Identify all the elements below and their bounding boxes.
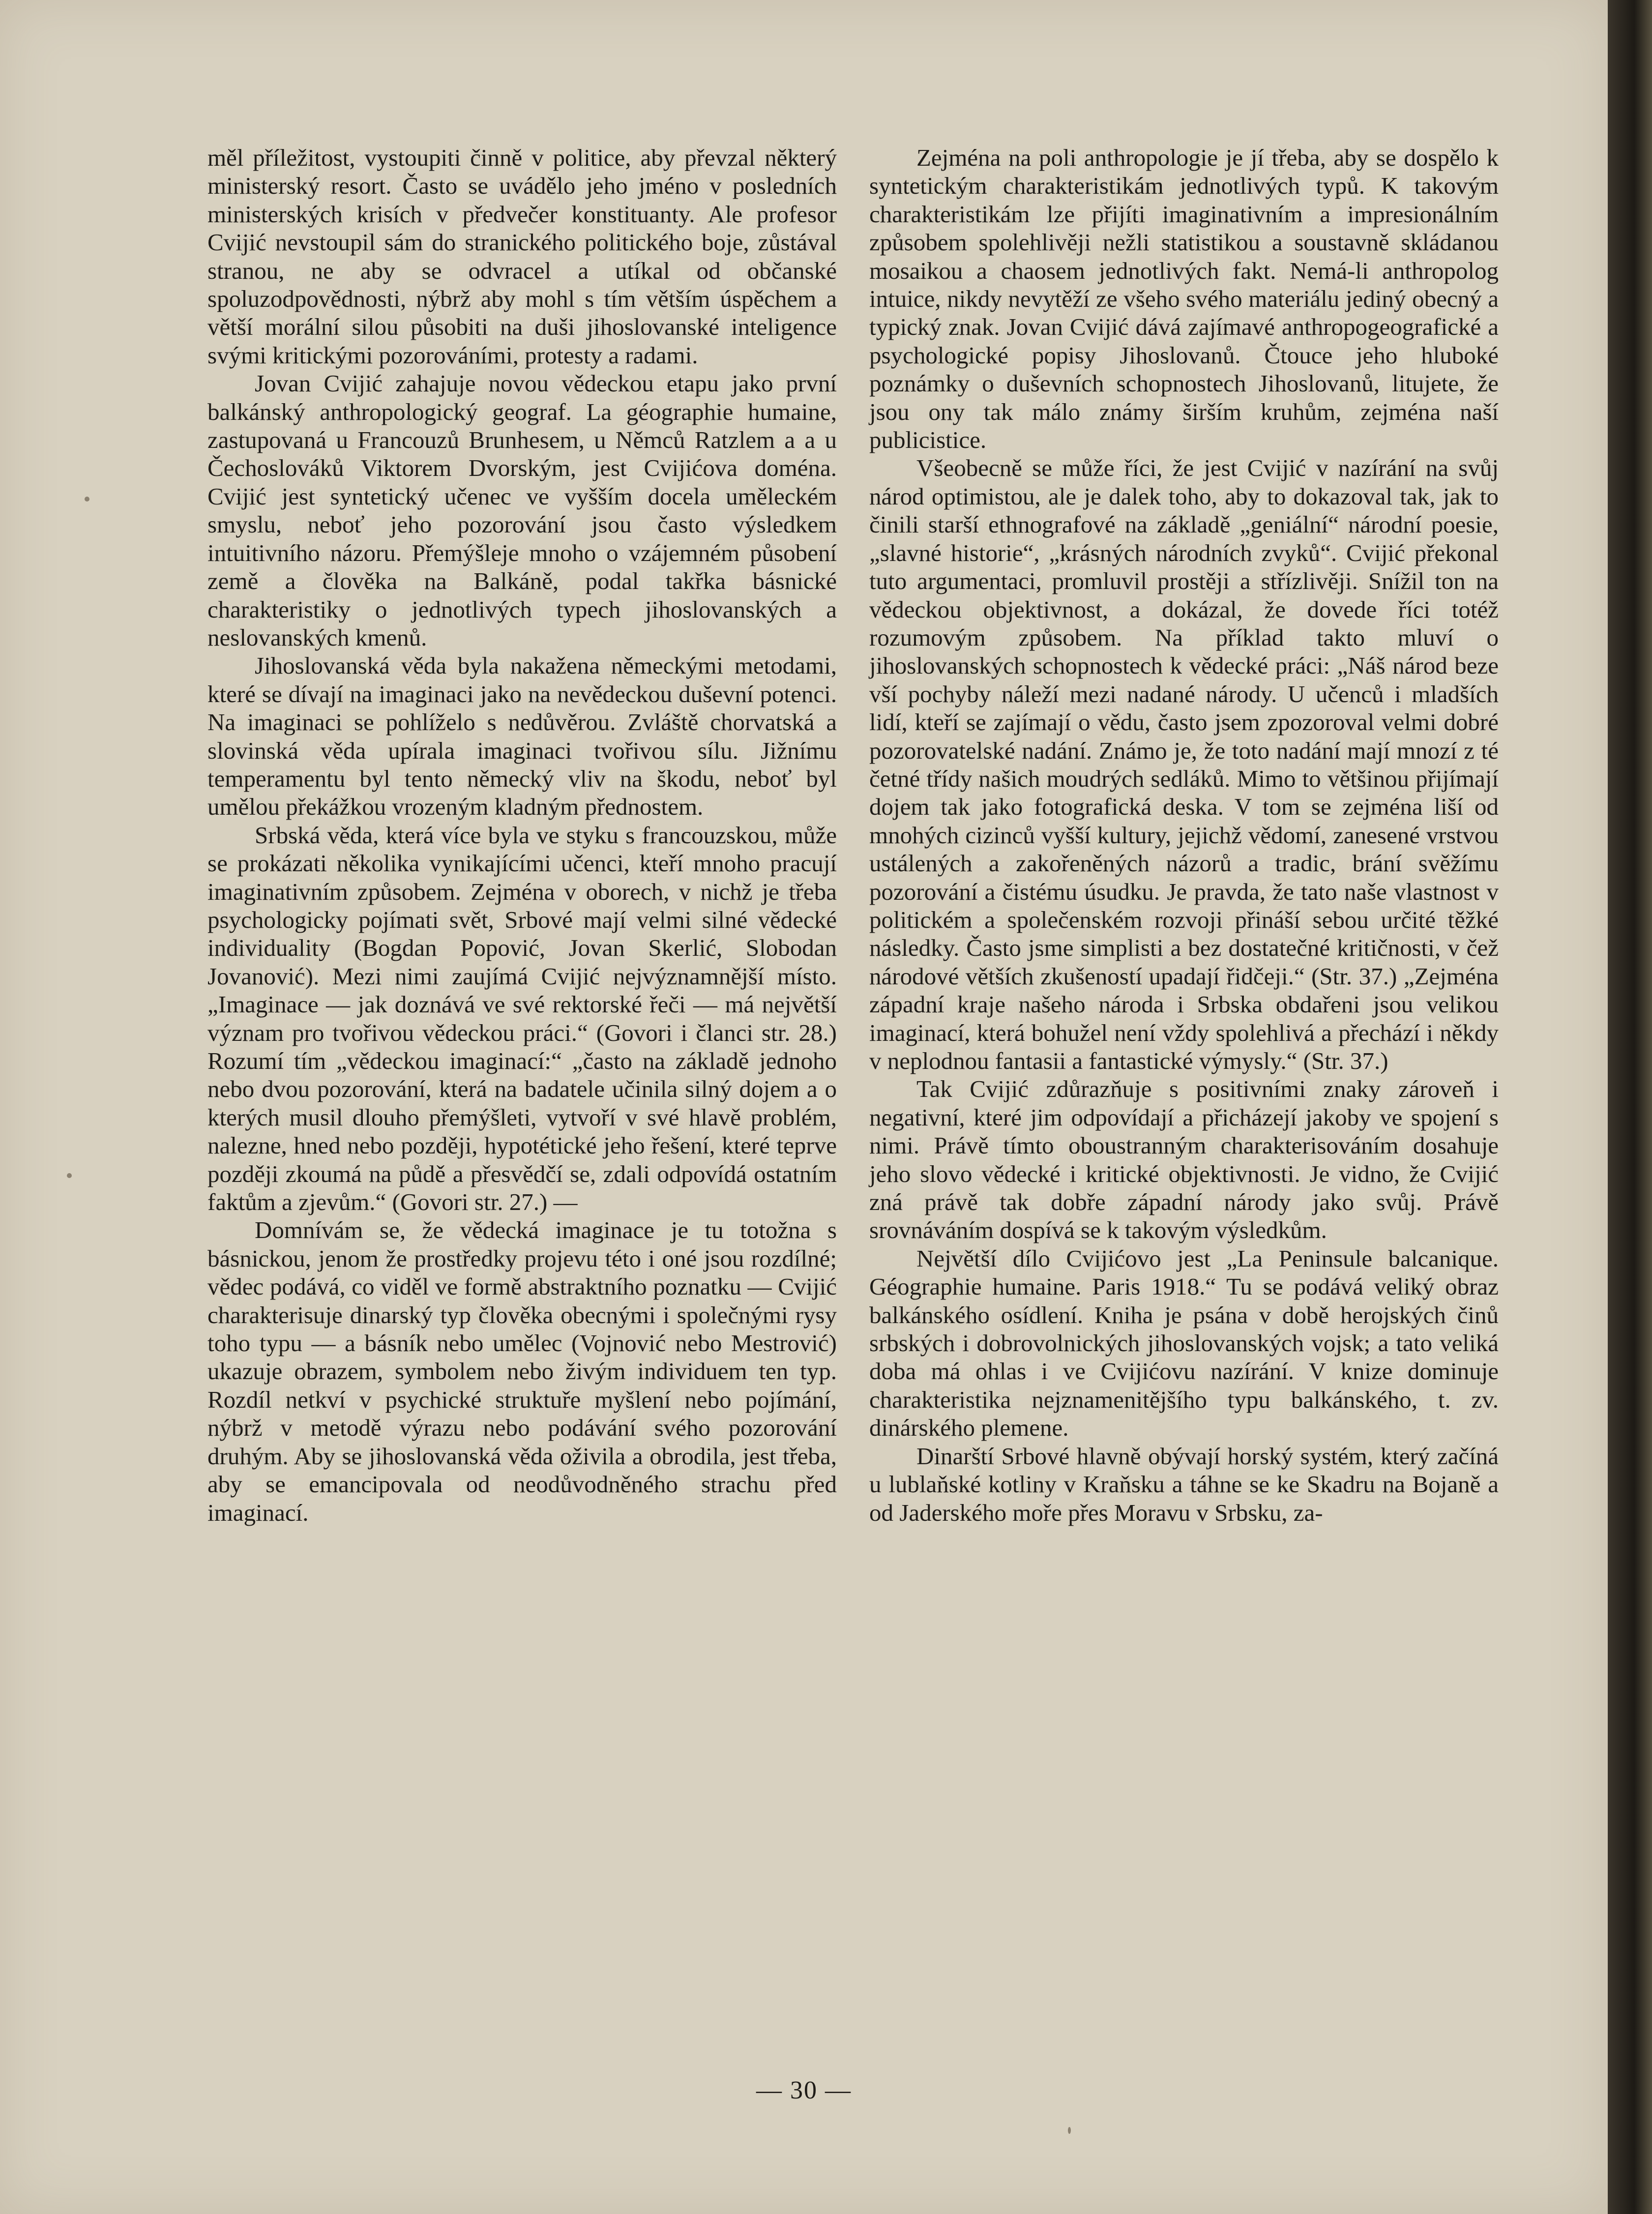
paragraph: Srbská věda, která více byla ve styku s francouzskou, může se prokázati několika vynikajícími učenci, kteří mnoho pracují imaginativním způsobem. Zejména v oborech, v nichž je třeba psychologicky pojímati svět, Srbové mají velmi silné vědecké individuality (Bogdan Popović, Jovan Skerlić, Slobodan Jovanović). Mezi nimi zaujímá Cvijić nejvýznamnější místo. „Imaginace — jak doznává ve své rektorské řeči — má největší význam pro tvořivou vědeckou práci.“ (Govori i članci str. 28.) Rozumí tím „vědeckou imaginací:“ „často na základě jednoho nebo dvou pozorování, která na badatele učinila silný dojem a o kterých musil dlouho přemýšleti, vytvoří v své hlavě problém, nalezne, hned nebo později, hypotétické jeho řešení, které teprve později zkoumá na půdě a přesvědčí se, zdali odpovídá ostatním faktům a zjevům.“ (Govori str. 27.) — <box>207 821 837 1216</box>
paragraph: Jovan Cvijić zahajuje novou vědeckou etapu jako první balkánský anthropologický geograf. La géographie humaine, zastupovaná u Francouzů Brunhesem, u Němců Ratzlem a a u Čechoslováků Viktorem Dvorským, jest Cvijićova doména. Cvijić jest syntetický učenec ve vyšším docela uměleckém smyslu, neboť jeho pozorování jsou často výsledkem intuitivního názoru. Přemýšleje mnoho o vzájemném působení země a člověka na Balkáně, podal takřka básnické charakteristiky o jednotlivých typech jihoslovanských a neslovanských kmenů. <box>207 370 837 651</box>
paper-speck <box>67 1173 72 1178</box>
left-column <box>207 144 837 1527</box>
paragraph: Největší dílo Cvijićovo jest „La Peninsule balcanique. Géographie humaine. Paris 1918.“ Tu se podává veliký obraz balkánského osídlení. Kniha je psána v době herojských činů srbských i dobrovolnických jihoslovanských vojsk; a tato veliká doba má ohlas i ve Cvijićovu nazírání. V knize dominuje charakteristika nejznamenitějšího typu balkánského, t. zv. dinárského plemene. <box>869 1244 1499 1442</box>
paragraph: Zejména na poli anthropologie je jí třeba, aby se dospělo k syntetickým charakteristikám jednotlivých typů. K takovým charakteristikám lze přijíti imaginativním a impresionálním způsobem spolehlivěji nežli statistikou a soustavně skládanou mosaikou a chaosem jednotlivých fakt. Nemá-li anthropolog intuice, nikdy nevytěží ze všeho svého materiálu jediný obecný a typický znak. Jovan Cvijić dává zajímavé anthropogeografické a psychologické popisy Jihoslovanů. Čtouce jeho hluboké poznámky o duševních schopnostech Jihoslovanů, litujete, že jsou ony tak málo známy širším kruhům, zejména naší publicistice. <box>869 144 1499 454</box>
right-column <box>869 144 1499 1527</box>
paragraph: Domnívám se, že vědecká imaginace je tu totožna s básnickou, jenom že prostředky projevu této i oné jsou rozdílné; vědec podává, co viděl ve formě abstraktního poznatku — Cvijić charakterisuje dinarský typ člověka obecnými i společnými rysy toho typu — a básník nebo umělec (Vojnović nebo Mestrović) ukazuje obrazem, symbolem nebo živým individuem ten typ. Rozdíl netkví v psychické struktuře myšlení nebo pojímání, nýbrž v metodě výrazu nebo podávání svého pozorování druhým. Aby se jihoslovanská věda oživila a obrodila, jest třeba, aby se emancipovala od neodůvodněného strachu před imaginací. <box>207 1216 837 1526</box>
paragraph: Tak Cvijić zdůrazňuje s positivními znaky zároveň i negativní, které jim odpovídají a přicházejí jakoby ve spojení s nimi. Právě tímto oboustranným charakterisováním dosahuje jeho slovo vědecké i kritické objektivnosti. Je vidno, že Cvijić zná právě tak dobře západní národy jako svůj. Právě srovnáváním dospívá se k takovým výsledkům. <box>869 1075 1499 1244</box>
page-number: — 30 — <box>756 2076 852 2104</box>
paragraph: měl příležitost, vystoupiti činně v politice, aby převzal některý ministerský resort. Často se uvádělo jeho jméno v posledních ministerských krisích v předvečer konstituanty. Ale profesor Cvijić nevstoupil sám do stranického politického boje, zůstával stranou, ne aby se odvracel a utíkal od občanské spoluzodpovědnosti, nýbrž aby mohl s tím větším úspěchem a větší morální silou působiti na duši jihoslovanské inteligence svými kritickými pozorováními, protesty a radami. <box>207 144 837 369</box>
scan-edge <box>1608 0 1652 2214</box>
paragraph: Všeobecně se může říci, že jest Cvijić v nazírání na svůj národ optimistou, ale je dalek toho, aby to dokazoval tak, jak to činili starší ethnografové na základě „geniální“ národní poesie, „slavné historie“, „krásných národních zvyků“. Cvijić překonal tuto argumentaci, promluvil prostěji a střízlivěji. Snížil ton na vědeckou objektivnost, a dokázal, že dovede říci totéž rozumovým způsobem. Na příklad takto mluví o jihoslovanských schopnostech k vědecké práci: „Náš národ beze vší pochyby náleží mezi nadané národy. U učenců i mladších lidí, kteří se zajímají o vědu, často jsem zpozoroval velmi dobré pozorovatelské nadání. Známo je, že toto nadání mají mnozí z té četné třídy našich moudrých sedláků. Mimo to většinou přijímají dojem tak jako fotografická deska. V tom se zejména liší od mnohých cizinců vyšší kultury, jejichž vědomí, zanesené vrstvou ustálených a zakořeněných názorů a tradic, brání svěžímu pozorování a čistému úsudku. Je pravda, že tato naše vlastnost v politickém a společenském rozvoji přináší sebou určité těžké následky. Často jsme simplisti a bez dostatečné kritičnosti, v čež národové větších zkušeností upadají řidčeji.“ (Str. 37.) „Zejména západní kraje našeho národa i Srbska obdařeni jsou velikou imaginací, která bohužel není vždy spolehlivá a přechází i někdy v neplodnou fantasii a fantastické výmysly.“ (Str. 37.) <box>869 454 1499 1074</box>
paper-speck <box>1068 2127 1071 2134</box>
paragraph: Jihoslovanská věda byla nakažena německými metodami, které se dívají na imaginaci jako na nevědeckou duševní potenci. Na imaginaci se pohlíželo s nedůvěrou. Zvláště chorvatská a slovinská věda upírala imaginaci tvořivou sílu. Jižnímu temperamentu byl tento německý vliv na škodu, neboť byl umělou překážkou vrozeným kladným přednostem. <box>207 652 837 821</box>
paper-speck <box>85 497 89 502</box>
paragraph: Dinarští Srbové hlavně obývají horský systém, který začíná u lublaňské kotliny v Kraňsku a táhne se ke Skadru na Bojaně a od Jaderského moře přes Moravu v Srbsku, za- <box>869 1442 1499 1526</box>
